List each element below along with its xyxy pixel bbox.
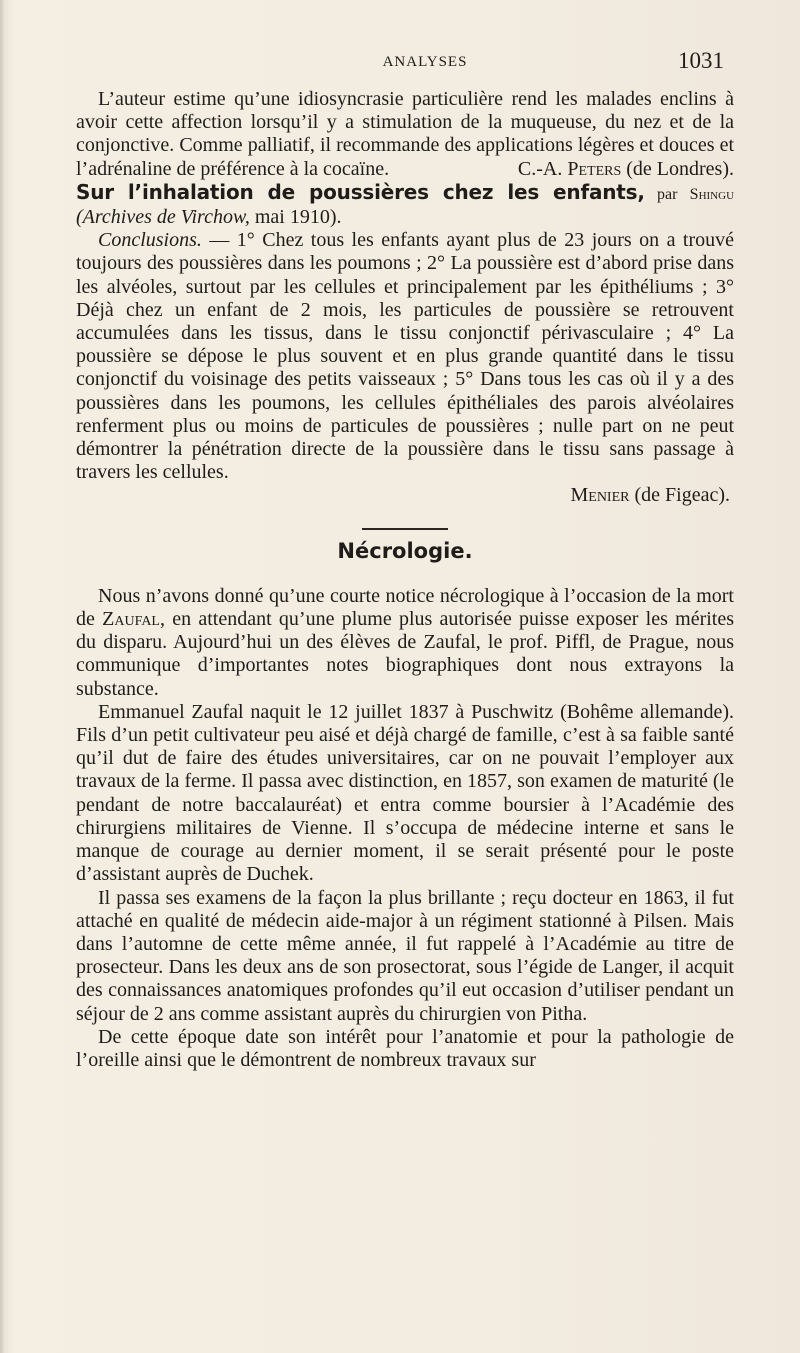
section-title: Nécrologie. <box>337 538 473 563</box>
page-body <box>76 88 734 1072</box>
signature-name-2: Menier <box>570 484 630 507</box>
signature-name: Peters <box>567 157 622 180</box>
page-header <box>76 0 734 88</box>
source-journal: (Archives de Virchow, <box>76 206 250 229</box>
review-signature <box>518 158 734 181</box>
obituary-paragraph-4: De cette époque date son intérêt pour l’anatomie et pour la pathologie de l’oreille ainsi que le démontrent de nombreux travaux sur <box>76 1025 734 1071</box>
signature-place-2: (de Figeac). <box>634 484 730 507</box>
article-author: Shingu <box>689 185 735 203</box>
review-signature-2 <box>76 484 734 507</box>
review-text: L’auteur estime qu’une idiosyncrasie particulière rend les malades enclins à avoir cette affection lorsqu’il y a stimulation de la muqueuse, du nez et de la conjonctive. Comme palliatif, il recommande des applications légères et douces et l’adrénaline de préférence à la cocaïne. <box>76 88 734 180</box>
page-number: 1031 <box>678 48 724 73</box>
byline-by: par <box>657 185 678 203</box>
running-head: ANALYSES <box>382 54 468 70</box>
obituary-paragraph-2: Emmanuel Zaufal naquit le 12 juillet 1837 à Puschwitz (Bohême allemande). Fils d’un petit cultivateur peu aisé et déjà chargé de famille, c’est à sa faible santé qu’il dut de faire des études universitaires, car on ne pouvait l’employer aux travaux de la ferme. Il passa avec distinction, en 1857, son examen de maturité (le pendant de notre baccalauréat) et entra comme boursier à l’Académie des chirurgiens militaires de Vienne. Il s’occupa de médecine interne et sans le manque de courage au dernier moment, il se serait présenté pour le poste d’assistant auprès de Duchek. <box>76 700 734 886</box>
obituary-paragraph-1 <box>76 585 734 701</box>
article-title: Sur l’inhalation de poussières chez les enfants, <box>76 179 645 204</box>
signature-place: (de Londres). <box>626 157 734 180</box>
obit-p1-after: , en attendant qu’une plume plus autorisée puisse exposer les mérites du disparu. Aujourd’hui un des élèves de Zaufal, le prof. Piffl, de Prague, nous communique d’importantes notes biographiques dont nous extrayons la substance. <box>76 608 734 700</box>
review-paragraph <box>76 88 734 181</box>
article-heading <box>76 181 734 229</box>
obit-p1-name: Zaufal <box>102 608 160 631</box>
section-divider <box>362 528 448 530</box>
signature-initials: C.-A. <box>517 157 563 180</box>
conclusions-label: Conclusions. <box>98 229 202 252</box>
conclusions-text: — 1° Chez tous les enfants ayant plus de 23 jours on a trouvé toujours des poussières dans les poumons ; 2° La poussière est d’abord prise dans les alvéoles, surtout par les cellules et principalement par les épithéliums ; 3° Déjà chez un enfant de 2 mois, les particules de poussière se retrouvent accumulées dans les tissus, dans le tissu conjonctif périvasculaire ; 4° La poussière se dépose le plus souvent et en plus grande quantité dans le tissu conjonctif du voisinage des petits vaisseaux ; 5° Dans tous les cas où il y a des poussières dans les poumons, les cellules épithéliales des parois alvéolaires renferment plus ou moins de particules de poussières ; nulle part on ne peut démontrer la pénétration directe de la poussière dans le tissu sans passage à travers les cellules. <box>76 229 734 484</box>
obituary-paragraph-3: Il passa ses examens de la façon la plus brillante ; reçu docteur en 1863, il fut attaché en qualité de médecin aide-major à un régiment stationné à Pilsen. Mais dans l’automne de cette même année, il fut rappelé à l’Académie au titre de prosecteur. Dans les deux ans de son prosectorat, sous l’égide de Langer, il acquit des connaissances anatomiques profondes qu’il eut occasion d’utiliser pendant un séjour de 2 ans comme assistant auprès du chirurgien von Pitha. <box>76 886 734 1025</box>
conclusions-paragraph <box>76 229 734 484</box>
obit-p1-before: Nous n’avons donné qu’une courte notice nécrologique à l’occasion de la mort de <box>76 584 734 631</box>
source-date: mai 1910). <box>254 206 342 229</box>
